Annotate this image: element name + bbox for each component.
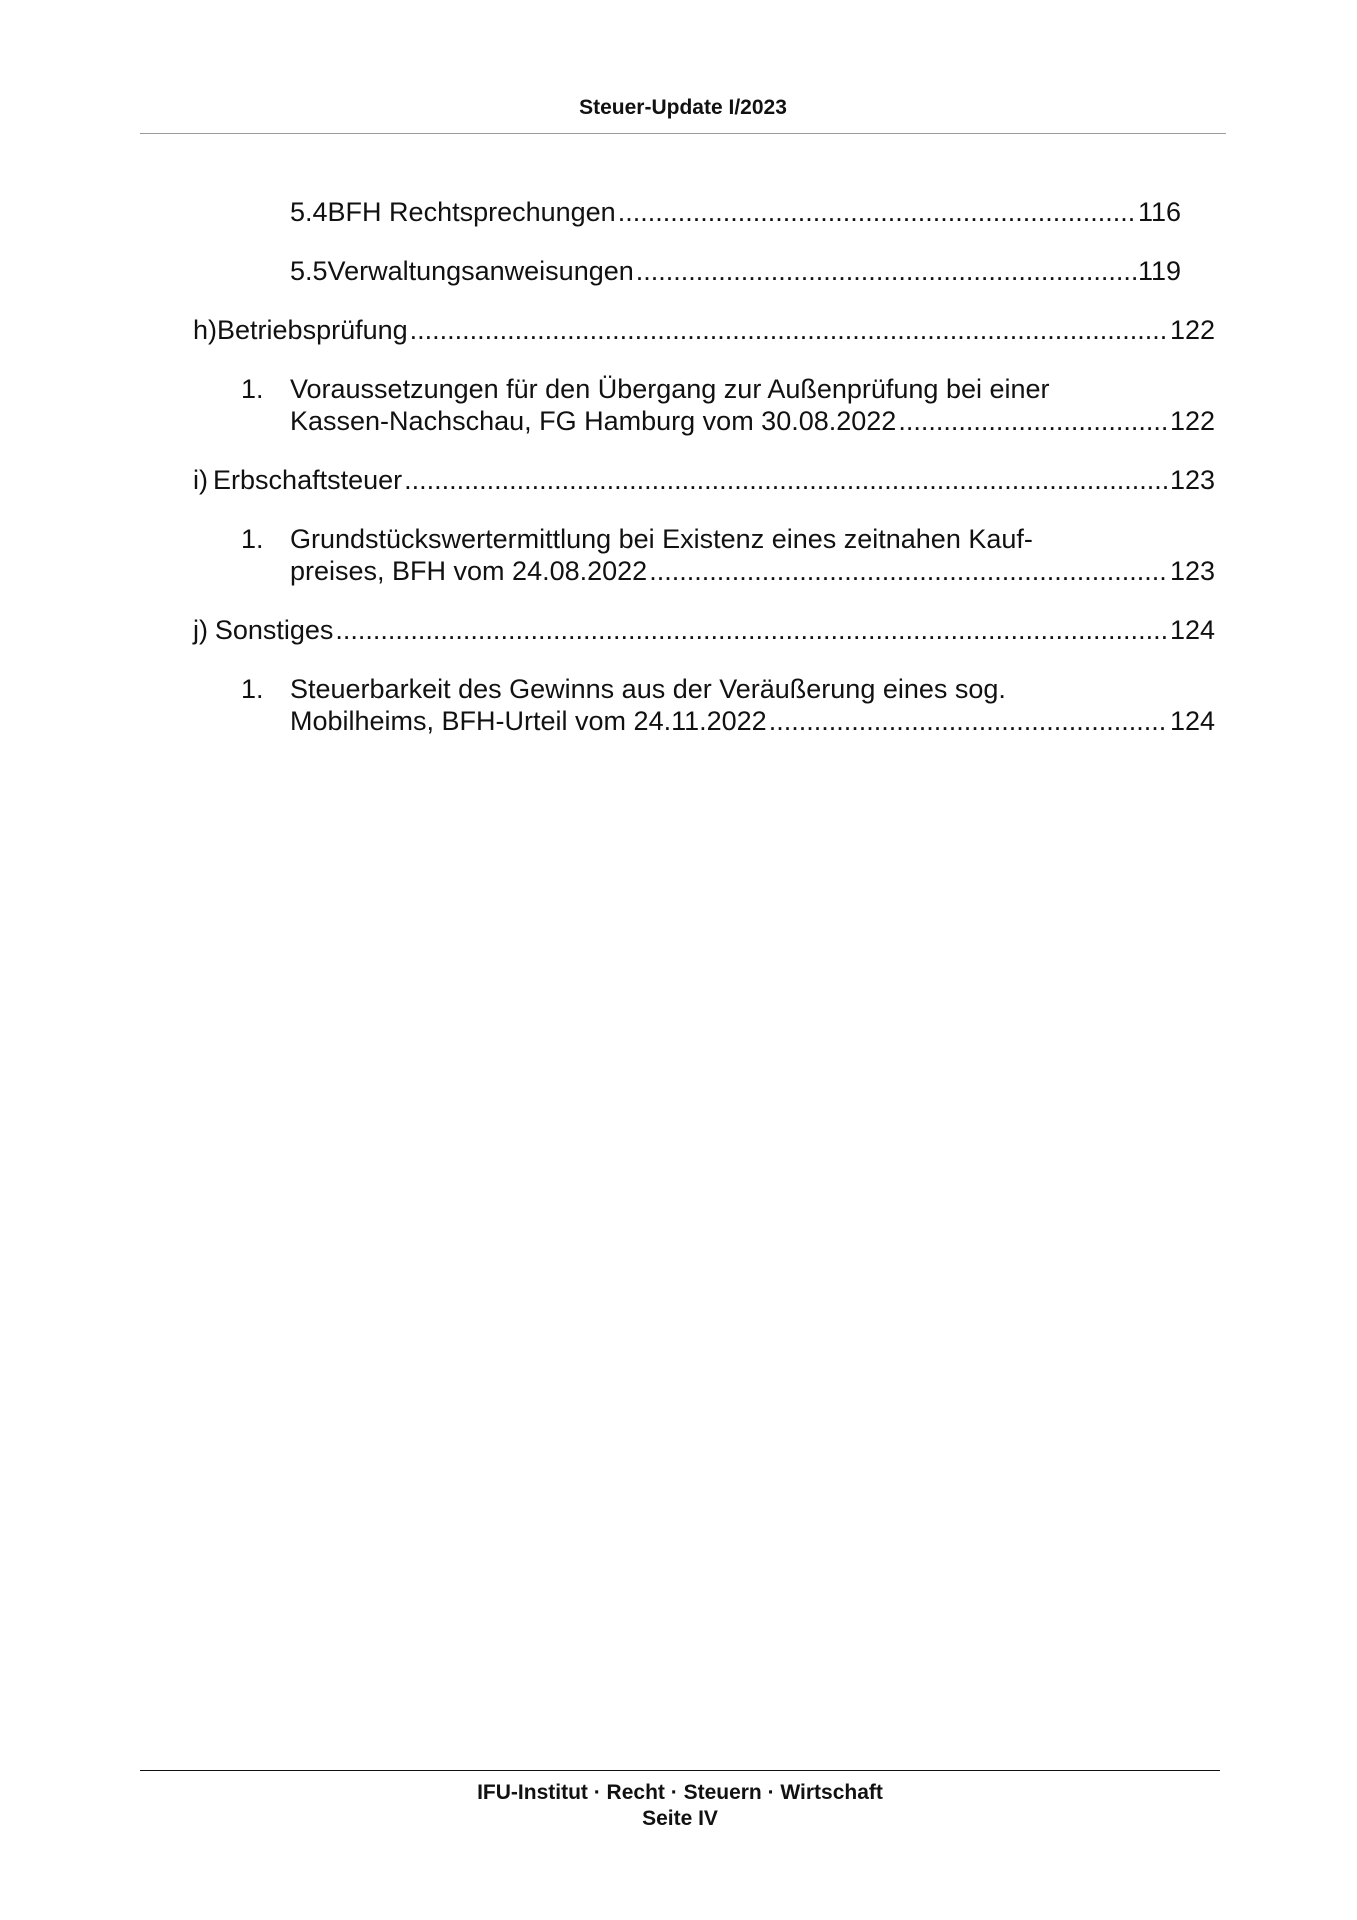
toc-entry-j-1[interactable] <box>241 673 1215 737</box>
toc-page-number: 124 <box>1169 706 1215 736</box>
toc-letter: i) <box>193 465 208 495</box>
toc-leader-dots <box>636 255 1136 287</box>
footer-divider <box>140 1770 1220 1771</box>
toc-title-line2: Kassen-Nachschau, FG Hamburg vom 30.08.2022 <box>290 406 897 436</box>
toc-entry-5-5[interactable] <box>290 255 1181 287</box>
toc-page-number: 123 <box>1169 465 1215 495</box>
toc-leader-dots <box>769 705 1168 737</box>
toc-leader-dots <box>410 314 1168 346</box>
toc-title: BFH Rechtsprechungen <box>327 197 616 227</box>
toc-page-number: 116 <box>1137 197 1181 227</box>
toc-entry-i-1[interactable] <box>241 523 1215 587</box>
toc-leader-dots <box>335 614 1168 646</box>
footer-page-label: Seite IV <box>642 1807 718 1830</box>
toc-title: Betriebsprüfung <box>217 315 408 345</box>
toc-leader-dots <box>618 196 1136 228</box>
toc-number: 1. <box>241 374 264 404</box>
toc-number: 5.5 <box>290 256 328 286</box>
toc-entry-h[interactable] <box>193 314 1215 346</box>
toc-title-line1: Grundstückswertermittlung bei Existenz eines zeitnahen Kauf- <box>290 524 1033 554</box>
toc-page-number: 122 <box>1169 315 1215 345</box>
running-header: Steuer-Update I/2023 <box>579 96 787 119</box>
toc-title-line2: preises, BFH vom 24.08.2022 <box>290 556 648 586</box>
toc-number: 5.4 <box>290 197 328 227</box>
toc-entry-j[interactable] <box>193 614 1215 646</box>
toc-leader-dots <box>649 555 1168 587</box>
toc-page-number: 119 <box>1137 256 1181 286</box>
toc-leader-dots <box>898 405 1168 437</box>
toc-page-number: 123 <box>1169 556 1215 586</box>
toc-entry-i[interactable] <box>193 464 1215 496</box>
toc-title-line1: Steuerbarkeit des Gewinns aus der Veräußerung eines sog. <box>290 674 1006 704</box>
toc-page-number: 122 <box>1169 406 1215 436</box>
toc-letter: j) <box>193 615 208 645</box>
toc-page-number: 124 <box>1169 615 1215 645</box>
toc-title: Sonstiges <box>214 615 334 645</box>
toc-title: Erbschaftsteuer <box>213 465 403 495</box>
toc-title-line1: Voraussetzungen für den Übergang zur Außenprüfung bei einer <box>290 374 1050 404</box>
toc-number: 1. <box>241 524 264 554</box>
toc-entry-5-4[interactable] <box>290 196 1181 228</box>
footer-institute: IFU-Institut · Recht · Steuern · Wirtschaft <box>477 1781 883 1804</box>
toc-title: Verwaltungsanweisungen <box>327 256 634 286</box>
toc-entry-h-1[interactable] <box>241 373 1215 437</box>
toc-title-line2: Mobilheims, BFH-Urteil vom 24.11.2022 <box>290 706 767 736</box>
toc-leader-dots <box>404 464 1168 496</box>
toc-letter: h) <box>193 315 218 345</box>
toc-number: 1. <box>241 674 264 704</box>
